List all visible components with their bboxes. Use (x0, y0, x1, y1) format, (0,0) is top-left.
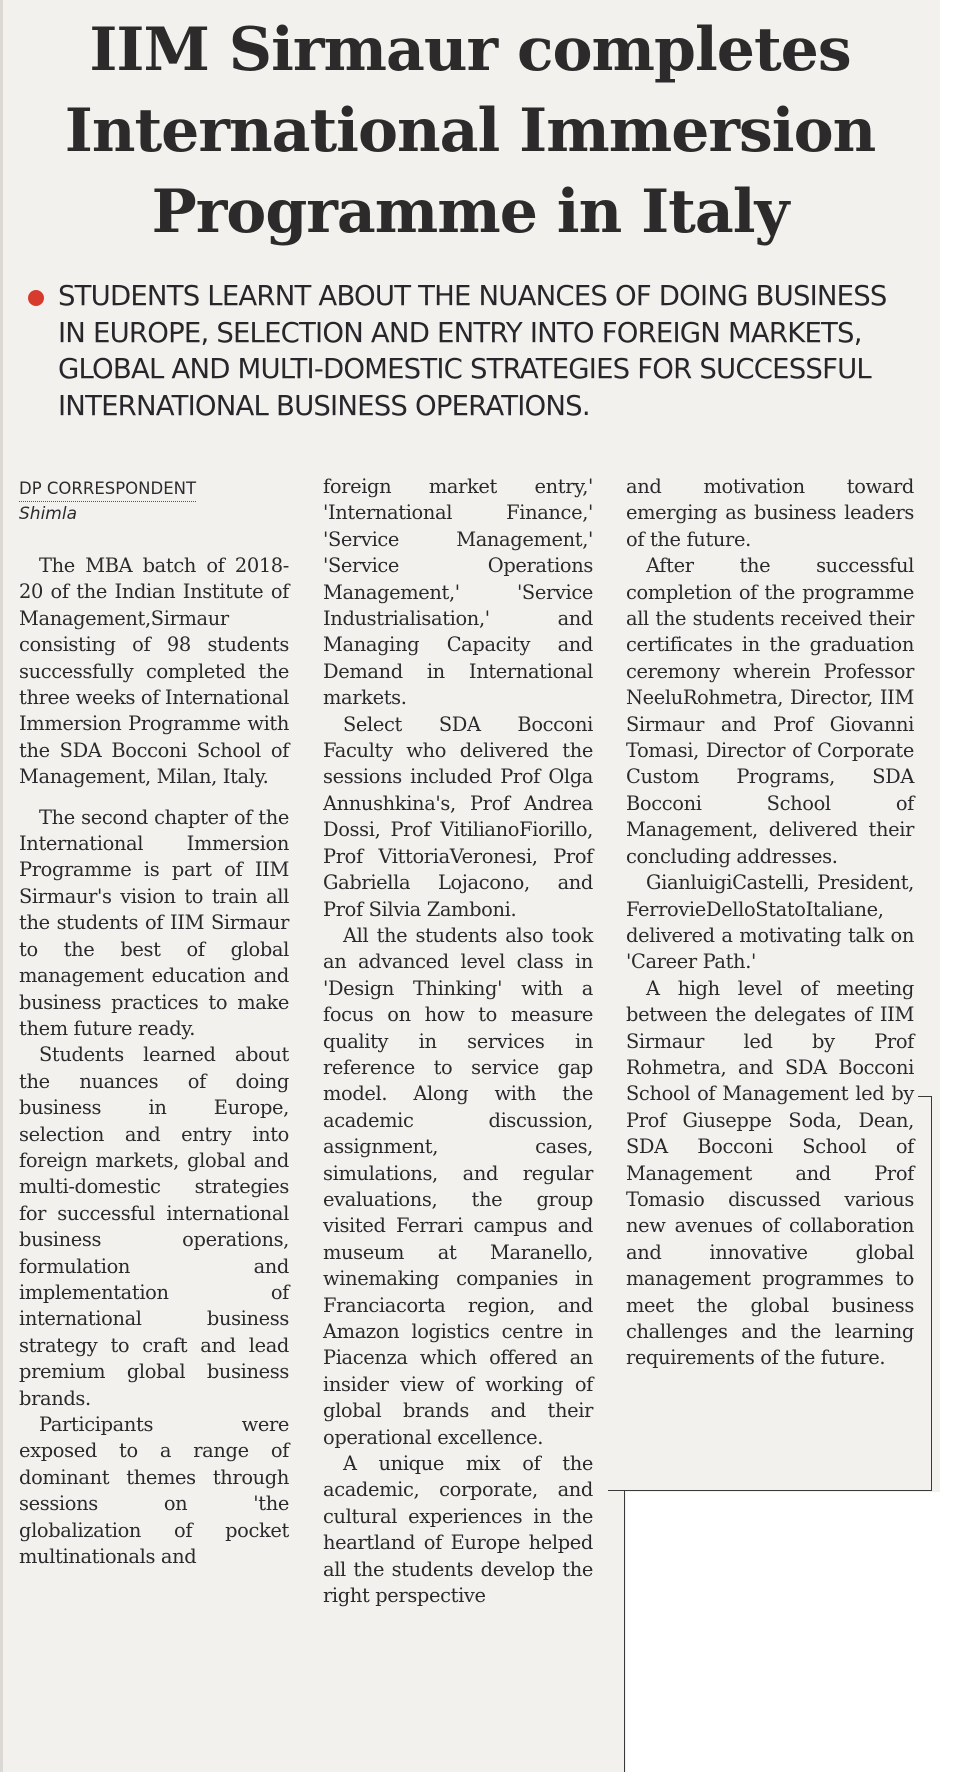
column-rule (608, 1490, 932, 1491)
article-column-3 (626, 474, 914, 1372)
column-rule (931, 1096, 932, 1491)
paragraph: GianluigiCastelli, President, FerrovieDelloStatoItaliane, delivered a motivating talk on 'Career Path.' (626, 871, 914, 974)
paragraph: Students learned about the nuances of doing business in Europe, selection and entry into foreign markets, global and multi-domestic strategies for successful international business operations, formulation and implementation of international business strategy to craft and lead premium global business brands. (19, 1043, 289, 1410)
kicker-line: INTERNATIONAL BUSINESS OPERATIONS. (58, 389, 590, 422)
paragraph: The second chapter of the International Immersion Programme is part of IIM Sirmaur's vision to train all the students of IIM Sirmaur to the best of global management education and business practices to make them future ready. (19, 805, 289, 1040)
article-column-1 (19, 553, 289, 1570)
paragraph: The MBA batch of 2018-20 of the Indian Institute of Management,Sirmaur consisting of 98 students successfully completed the three weeks of International Immersion Programme with the SDA Bocconi School of Management, Milan, Italy. (19, 554, 289, 789)
headline-line: International Immersion (64, 96, 876, 166)
column-rule (918, 1096, 932, 1097)
headline (10, 10, 930, 253)
headline-line: Programme in Italy (151, 177, 789, 247)
paper-edge-shadow (0, 0, 3, 1772)
paragraph: After the successful completion of the programme all the students received their certificates in the graduation ceremony wherein Professor NeeluRohmetra, Director, IIM Sirmaur and Prof Giovanni Tomasi, Director of Corporate Custom Programs, SDA Bocconi School of Management, delivered their concluding addresses. (626, 554, 914, 868)
kicker-line: STUDENTS LEARNT ABOUT THE NUANCES OF DOING BUSINESS (58, 280, 887, 312)
byline-author: DP CORRESPONDENT (19, 477, 196, 502)
byline-location: Shimla (19, 504, 77, 524)
paragraph: Participants were exposed to a range of dominant themes through sessions on 'the globalization of pocket multinationals and (19, 1413, 289, 1569)
paragraph: All the students also took an advanced level class in 'Design Thinking' with a focus on how to measure quality in services in reference to service gap model. Along with the academic discussion, assignment, cases, simulations, and regular evaluations, the group visited Ferrari campus and museum at Maranello, winemaking companies in Franciacorta region, and Amazon logistics centre in Piacenza which offered an insider view of working of global brands and their operational excellence. (323, 923, 593, 1449)
article-column-2 (323, 474, 593, 1609)
kicker-line: IN EUROPE, SELECTION AND ENTRY INTO FOREIGN MARKETS, (58, 316, 862, 349)
byline (19, 477, 225, 526)
cutout-blank-area (626, 1492, 940, 1772)
paragraph: A unique mix of the academic, corporate, and cultural experiences in the heartland of Europe helped all the students develop the right perspective (323, 1452, 593, 1608)
column-rule (624, 1490, 625, 1772)
headline-line: IIM Sirmaur completes (89, 15, 851, 85)
paragraph: foreign market entry,' 'International Finance,' 'Service Management,' 'Service Operations Management,' 'Service Industrialisation,' and Managing Capacity and Demand in International markets. (323, 475, 593, 710)
paragraph: Select SDA Bocconi Faculty who delivered the sessions included Prof Olga Annushkina's, Prof Andrea Dossi, Prof VitilianoFiorillo, Prof VittoriaVeronesi, Prof Gabriella Lojacono, and Prof Silvia Zamboni. (323, 712, 593, 921)
paragraph: A high level of meeting between the delegates of IIM Sirmaur led by Prof Rohmetra, and SDA Bocconi School of Management led by Prof Giuseppe Soda, Dean, SDA Bocconi School of Management and Prof Tomasio discussed various new avenues of collaboration and innovative global management programmes to meet the global business challenges and the learning requirements of the future. (626, 976, 914, 1370)
kicker (28, 278, 918, 424)
kicker-text (58, 278, 887, 424)
kicker-line: GLOBAL AND MULTI-DOMESTIC STRATEGIES FOR SUCCESSFUL (58, 353, 871, 385)
bullet-dot-icon (28, 290, 44, 306)
paragraph: and motivation toward emerging as business leaders of the future. (626, 475, 914, 551)
